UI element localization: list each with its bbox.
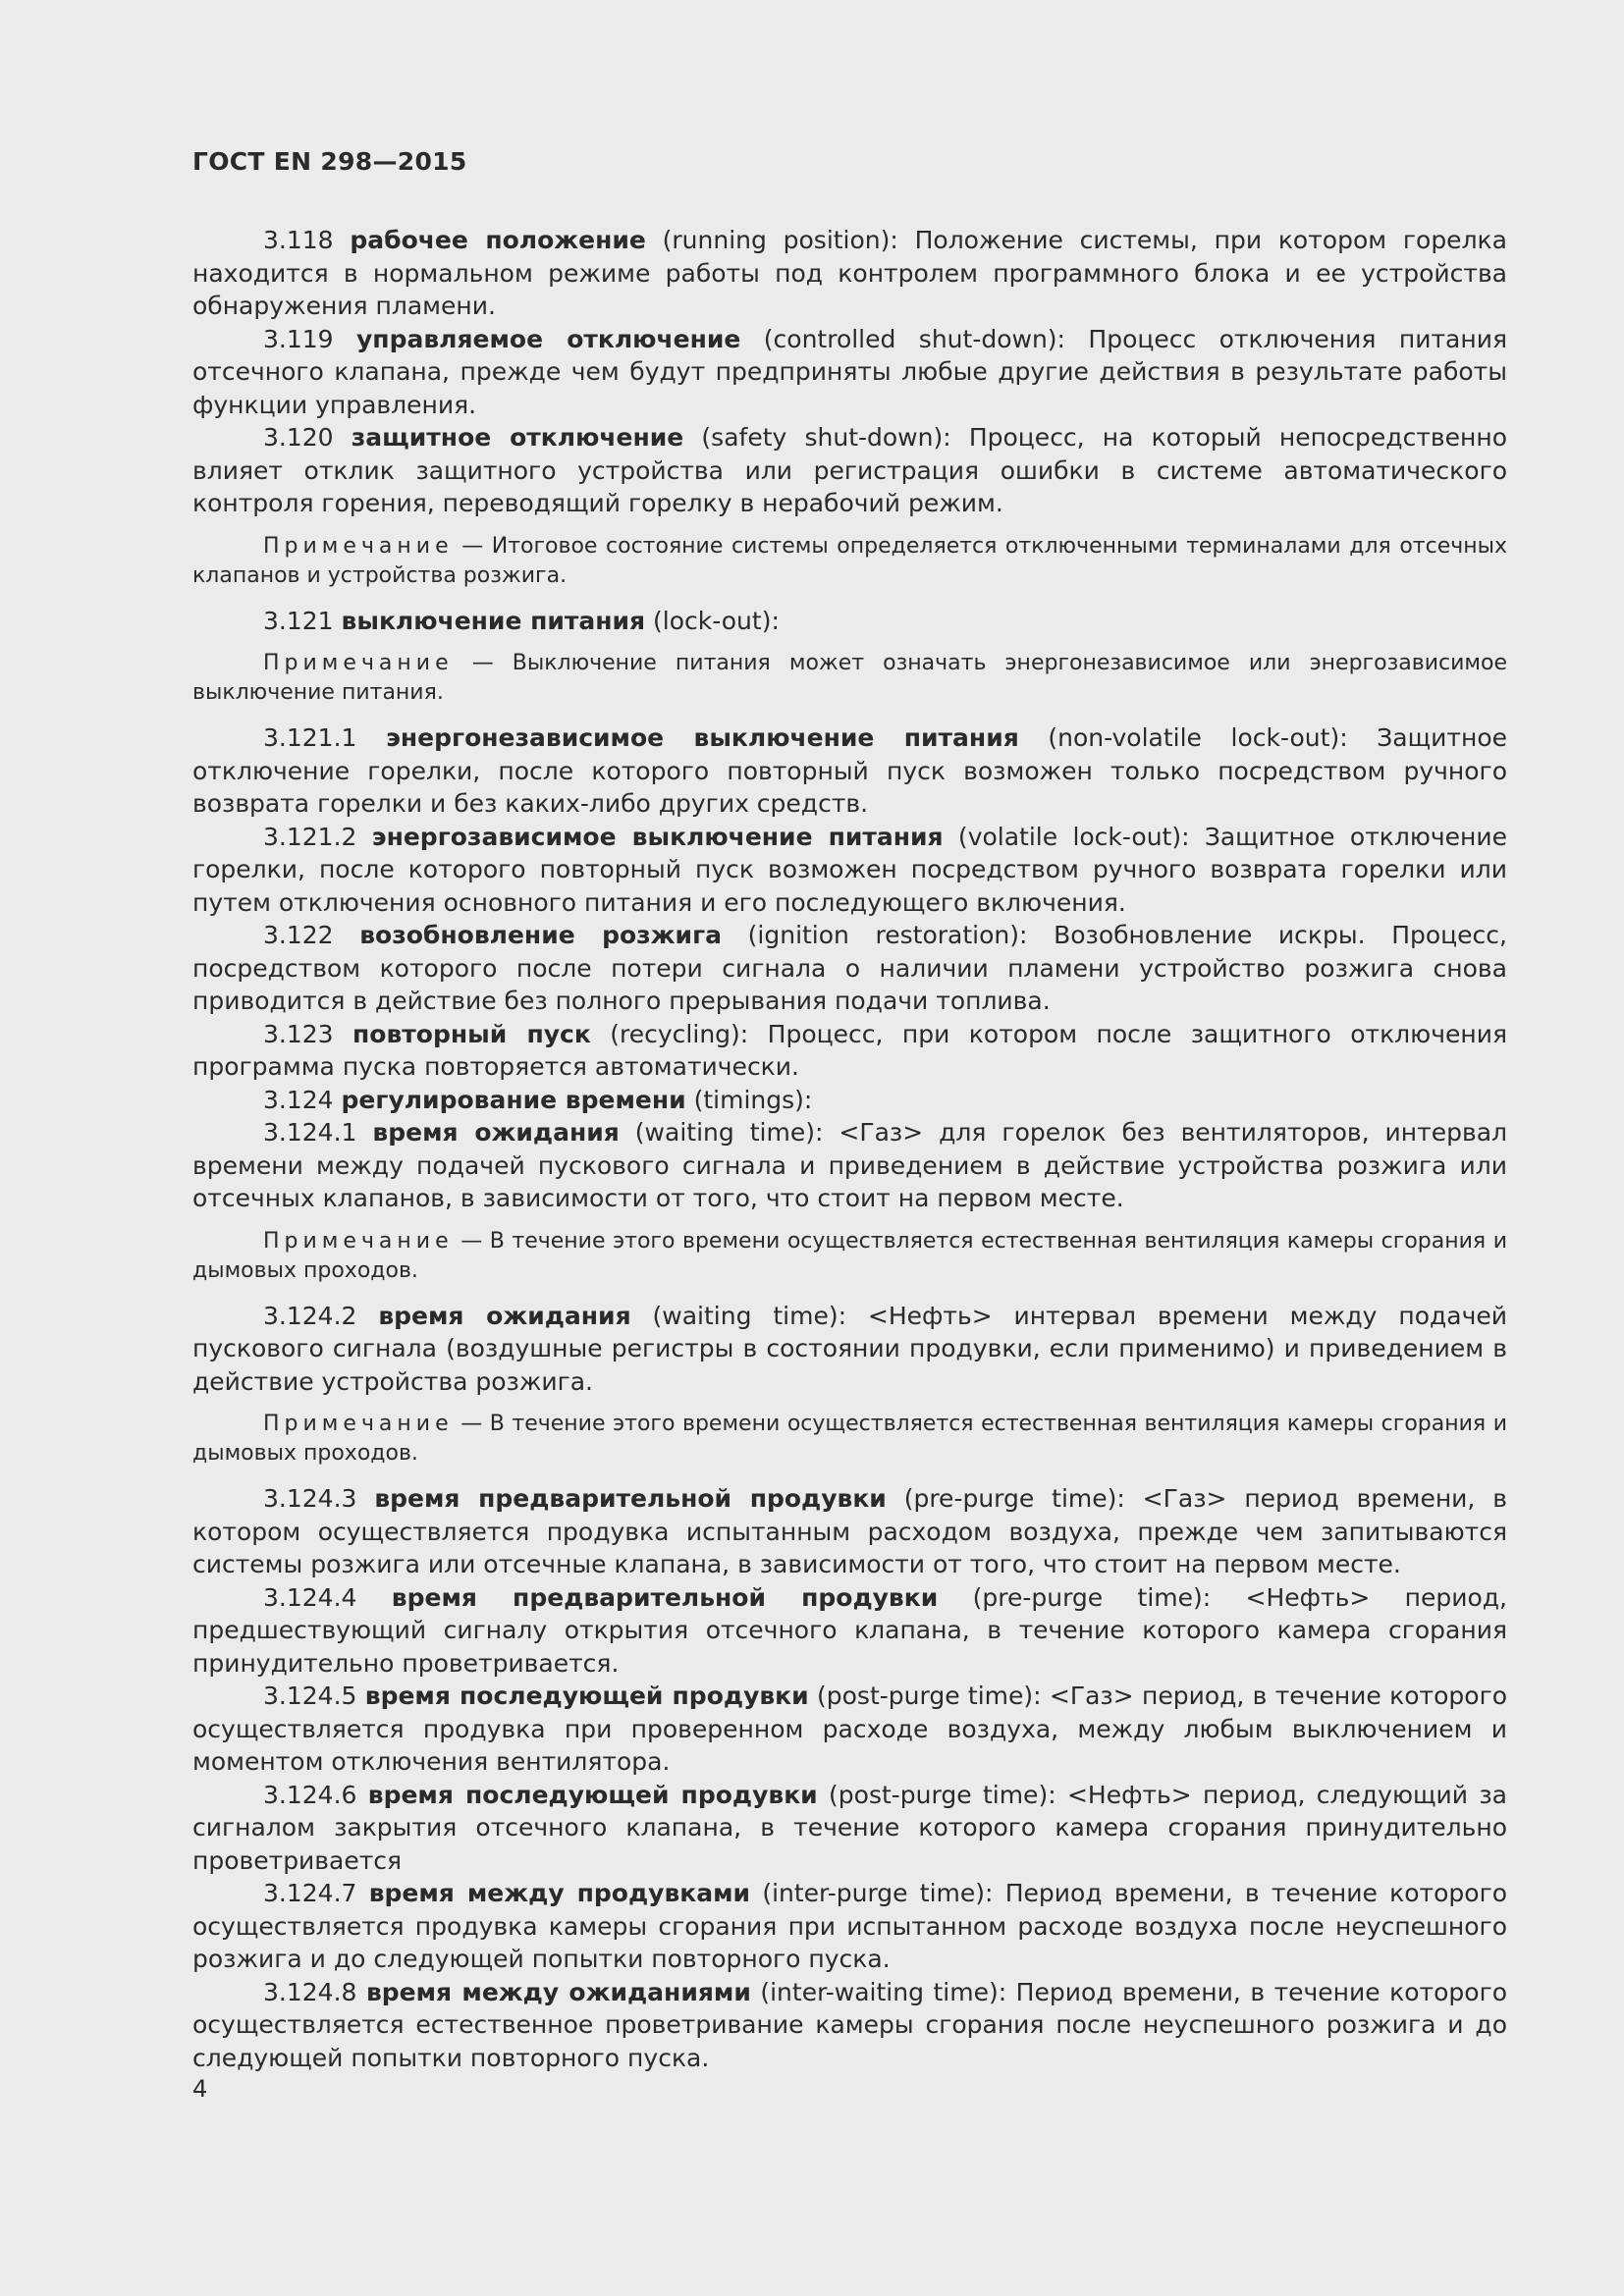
- clause-number: 3.122: [263, 921, 360, 949]
- term: время предварительной продувки: [374, 1484, 887, 1513]
- definition-text: (controlled shut-down): Процесс отключения питания отсечного клапана, прежде чем будут предприняты любые другие действия в результате работы функции управления.: [192, 324, 1507, 419]
- note-paragraph: [192, 532, 1507, 591]
- definition-text: (inter-purge time): Период времени, в течение которого осуществляется продувка камеры сгорания при испытанном расходе воздуха после неуспешного розжига и до следующей попытки повторного пуска.: [192, 1879, 1508, 1973]
- definition-paragraph: [192, 1581, 1507, 1681]
- clause-number: 3.118: [263, 226, 351, 254]
- definition-text: (running position): Положение системы, при котором горелка находится в нормальном режиме работы под контролем программного блока и ее устройства обнаружения пламени.: [192, 226, 1507, 320]
- clause-number: 3.124.1: [263, 1118, 373, 1147]
- clause-number: 3.124.8: [263, 1977, 366, 2006]
- clause-number: 3.121: [263, 606, 342, 635]
- term: защитное отключение: [351, 423, 684, 452]
- definition-text: (recycling): Процесс, при котором после защитного отключения программа пуска повторяется автоматически.: [192, 1019, 1507, 1081]
- definition-text: (post-purge time): <Нефть> период, следующий за сигналом закрытия отсечного клапана, в течение которого камера сгорания принудительно проветривается: [192, 1780, 1507, 1875]
- clause-number: 3.123: [263, 1019, 353, 1048]
- definition-text: (non-volatile lock-out): Защитное отключение горелки, после которого повторный пуск возможен только посредством ручного возврата горелки и без каких-либо других средств.: [192, 723, 1507, 818]
- definition-paragraph: [192, 421, 1507, 520]
- definition-paragraph: [192, 821, 1507, 920]
- note-text: — Итоговое состояние системы определяется отключенными терминалами для отсечных клапанов и устройства розжига.: [192, 533, 1507, 588]
- note-label: Примечание: [263, 1228, 454, 1254]
- term: повторный пуск: [352, 1019, 591, 1048]
- note-label: Примечание: [263, 651, 454, 675]
- term: возобновление розжига: [359, 921, 722, 949]
- clause-number: 3.124: [263, 1085, 342, 1114]
- note-paragraph: [192, 649, 1507, 708]
- definition-text: (safety shut-down): Процесс, на который непосредственно влияет отклик защитного устройства или регистрация ошибки в системе автоматического контроля горения, переводящий горелку в нерабочий режим.: [192, 423, 1507, 517]
- note-paragraph: [192, 1410, 1507, 1468]
- note-text: — Выключение питания может означать энергонезависимое или энергозависимое выключение питания.: [192, 651, 1507, 705]
- term: рабочее положение: [350, 226, 646, 254]
- term: время последующей продувки: [364, 1682, 809, 1710]
- note-label: Примечание: [263, 1412, 454, 1436]
- definition-paragraph: [192, 1680, 1507, 1779]
- definition-text: (lock-out):: [645, 606, 780, 635]
- note-text: — В течение этого времени осуществляется естественная вентиляция камеры сгорания и дымовых проходов.: [192, 1228, 1507, 1283]
- definition-text: (ignition restoration): Возобновление искры. Процесс, посредством которого после потери сигнала о наличии пламени устройство розжига снова приводится в действие без полного прерывания подачи топлива.: [192, 921, 1507, 1015]
- term: управляемое отключение: [356, 324, 741, 353]
- term: выключение питания: [341, 606, 646, 635]
- definition-text: (timings):: [685, 1085, 813, 1114]
- definition-text: (pre-purge time): <Нефть> период, предшествующий сигналу открытия отсечного клапана, в течение которого камера сгорания принудительно проветривается.: [192, 1582, 1507, 1678]
- clause-number: 3.124.2: [263, 1301, 379, 1330]
- definition-text: (post-purge time): <Газ> период, в течение которого осуществляется продувка при проверенном расходе воздуха, между любым выключением и моментом отключения вентилятора.: [192, 1682, 1507, 1776]
- definition-paragraph: [192, 1877, 1507, 1976]
- definition-text: (pre-purge time): <Газ> период времени, в котором осуществляется продувка испытанным расходом воздуха, прежде чем запитываются системы розжига или отсечные клапана, в зависимости от того, что стоит на первом месте.: [192, 1484, 1507, 1578]
- clause-number: 3.124.7: [263, 1879, 369, 1907]
- clause-number: 3.121.1: [263, 723, 387, 752]
- term: время ожидания: [372, 1118, 620, 1147]
- definition-paragraph: [192, 1084, 1507, 1117]
- clause-number: 3.124.3: [263, 1484, 375, 1513]
- note-text: — В течение этого времени осуществляется естественная вентиляция камеры сгорания и дымовых проходов.: [192, 1412, 1507, 1466]
- page-number: 4: [192, 2075, 208, 2103]
- term: энергонезависимое выключение питания: [386, 723, 1019, 752]
- term: время ожидания: [378, 1301, 631, 1330]
- clause-number: 3.124.4: [263, 1582, 392, 1612]
- note-paragraph: [192, 1227, 1507, 1286]
- term: время между ожиданиями: [365, 1977, 751, 2006]
- clause-number: 3.121.2: [263, 822, 372, 851]
- definition-text: (inter-waiting time): Период времени, в течение которого осуществляется естественное проветривание камеры сгорания после неуспешного розжига и до следующей попытки повторного пуска.: [192, 1977, 1508, 2072]
- clause-number: 3.124.5: [263, 1682, 365, 1710]
- definition-paragraph: [192, 721, 1507, 821]
- term: время между продувками: [368, 1879, 751, 1907]
- definition-paragraph: [192, 1779, 1507, 1878]
- definition-text: (waiting time): <Нефть> интервал времени между подачей пускового сигнала (воздушные регистры в состоянии продувки, если применимо) и приведением в действие устройства розжига.: [192, 1301, 1507, 1396]
- term: время последующей продувки: [367, 1780, 818, 1809]
- document-body: [192, 224, 1507, 2074]
- term: энергозависимое выключение питания: [371, 822, 944, 851]
- definition-paragraph: [192, 1018, 1507, 1084]
- definition-paragraph: [192, 1300, 1507, 1399]
- note-label: Примечание: [263, 533, 454, 559]
- term: регулирование времени: [341, 1085, 686, 1114]
- term: время предварительной продувки: [391, 1582, 939, 1612]
- definition-paragraph: [192, 1116, 1507, 1215]
- definition-paragraph: [192, 919, 1507, 1018]
- document-header: ГОСТ EN 298—2015: [192, 147, 467, 176]
- definition-text: (volatile lock-out): Защитное отключение горелки, после которого повторный пуск возможен посредством ручного возврата горелки или путем отключения основного питания и его последующего включения.: [192, 822, 1508, 917]
- clause-number: 3.119: [263, 324, 356, 353]
- definition-paragraph: [192, 224, 1507, 323]
- clause-number: 3.124.6: [263, 1780, 368, 1809]
- definition-text: (waiting time): <Газ> для горелок без вентиляторов, интервал времени между подачей пускового сигнала и приведением в действие устройства розжига или отсечных клапанов, в зависимости от того, что стоит на первом месте.: [192, 1118, 1507, 1212]
- definition-paragraph: [192, 605, 1507, 638]
- clause-number: 3.120: [263, 423, 352, 452]
- definition-paragraph: [192, 1976, 1507, 2075]
- definition-paragraph: [192, 323, 1507, 422]
- definition-paragraph: [192, 1482, 1507, 1581]
